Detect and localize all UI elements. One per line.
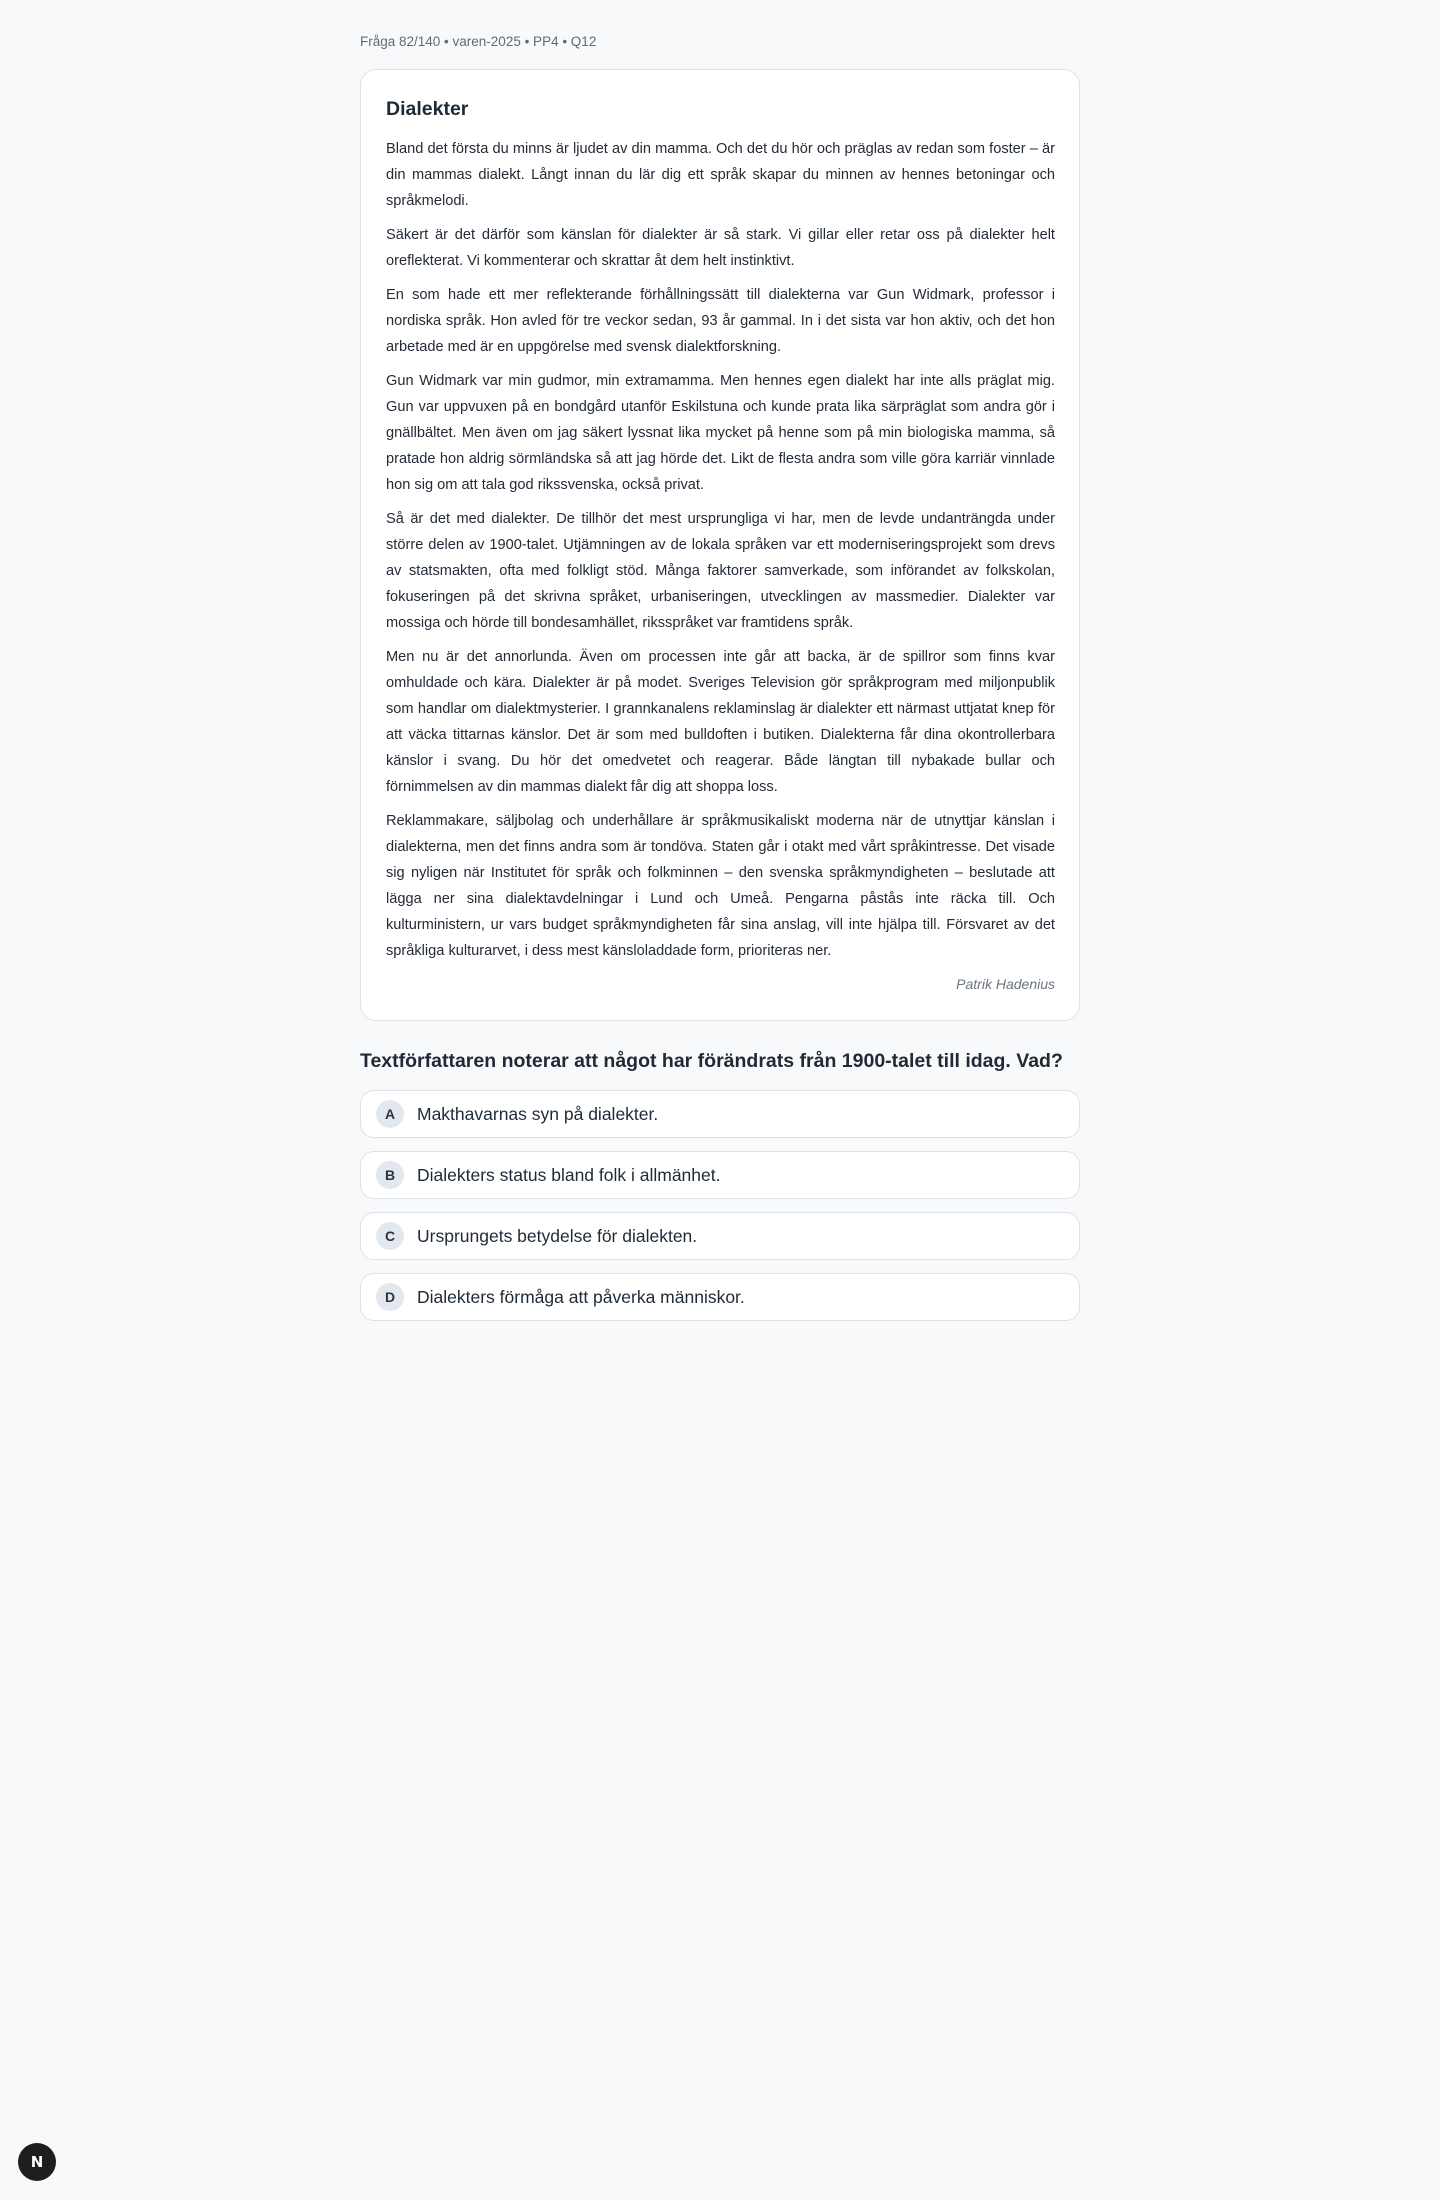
passage-paragraph: Men nu är det annorlunda. Även om processen inte går att backa, är de spillror som finns kvar omhuldade och kära. Dialekter är på modet. Sveriges Television gör språkprogram med miljonpublik som handlar om dialektmysterier. I grannkanalens reklaminslag är dialekter ett närmast uttjatat knep för att väcka tittarnas känslor. Det är som med bulldoften i butiken. Dialekterna får dina okontrollerbara känslor i svang. Du hör det omedvetet och reagerar. Både längtan till nybakade bullar och förnimmelsen av din mammas dialekt får dig att shoppa loss. — [386, 649, 1055, 795]
passage-card — [360, 69, 1080, 1021]
option-letter-badge: A — [376, 1100, 404, 1128]
main-container — [360, 0, 1080, 1334]
passage-paragraph: Säkert är det därför som känslan för dialekter är så stark. Vi gillar eller retar oss på dialekter helt oreflekterat. Vi kommenterar och skrattar åt dem helt instinktivt. — [386, 227, 1055, 269]
option-label: Makthavarnas syn på dialekter. — [417, 1103, 659, 1124]
question-text: Textförfattaren noterar att något har förändrats från 1900-talet till idag. Vad? — [360, 1050, 1063, 1072]
option-d[interactable] — [360, 1273, 1080, 1321]
passage-author: Patrik Hadenius — [956, 976, 1055, 992]
passage-paragraph: Reklammakare, säljbolag och underhållare är språkmusikaliskt moderna när de utnyttjar känslan i dialekterna, men det finns andra som är tondöva. Staten går i otakt med vårt språkintresse. Det visade sig nyligen när Institutet för språk och folkminnen – den svenska språkmyndigheten – beslutade att lägga ner sina dialektavdelningar i Lund och Umeå. Pengarna påstås inte räcka till. Och kulturministern, ur vars budget språkmyndigheten får sina anslag, vill inte hjälpa till. Försvaret av det språkliga kulturarvet, i dess mest känsloladdade form, prioriteras ner. — [386, 813, 1055, 959]
passage-title: Dialekter — [386, 98, 469, 120]
passage-paragraph: Så är det med dialekter. De tillhör det mest ursprungliga vi har, men de levde undanträngda under större delen av 1900-talet. Utjämningen av de lokala språken var ett moderniseringsprojekt som drevs av statsmakten, ofta med folkligt stöd. Många faktorer samverkade, som införandet av folkskolan, fokuseringen på det skrivna språket, urbaniseringen, utvecklingen av massmedier. Dialekter var mossiga och hörde till bondesamhället, riksspråket var framtidens språk. — [386, 511, 1055, 631]
passage-paragraph: Bland det första du minns är ljudet av din mamma. Och det du hör och präglas av redan som foster – är din mammas dialekt. Långt innan du lär dig ett språk skapar du minnen av hennes betoningar och språkmelodi. — [386, 141, 1055, 209]
option-letter-badge: C — [376, 1222, 404, 1250]
option-c[interactable] — [360, 1212, 1080, 1260]
passage-paragraph: Gun Widmark var min gudmor, min extramamma. Men hennes egen dialekt har inte alls präglat mig. Gun var uppvuxen på en bondgård utanför Eskilstuna och kunde prata lika särpräglat som andra gör i gnällbältet. Men även om jag säkert lyssnat lika mycket på henne som på min biologiska mamma, så pratade hon aldrig sörmländska så att jag hörde det. Likt de flesta andra som ville göra karriär vinnlade hon sig om att tala god rikssvenska, också privat. — [386, 373, 1055, 493]
option-label: Dialekters förmåga att påverka människor. — [417, 1286, 745, 1307]
option-label: Dialekters status bland folk i allmänhet. — [417, 1164, 721, 1185]
option-letter-badge: D — [376, 1283, 404, 1311]
question-meta: Fråga 82/140 • varen-2025 • PP4 • Q12 — [360, 34, 597, 49]
n-logo-icon[interactable] — [18, 2143, 56, 2181]
option-a[interactable] — [360, 1090, 1080, 1138]
n-logo-letter: N — [30, 2153, 44, 2171]
option-b[interactable] — [360, 1151, 1080, 1199]
answer-options — [360, 1090, 1080, 1321]
option-letter-badge: B — [376, 1161, 404, 1189]
passage-paragraph: En som hade ett mer reflekterande förhållningssätt till dialekterna var Gun Widmark, professor i nordiska språk. Hon avled för tre veckor sedan, 93 år gammal. In i det sista var hon aktiv, och det hon arbetade med är en uppgörelse med svensk dialektforskning. — [386, 287, 1055, 355]
option-label: Ursprungets betydelse för dialekten. — [417, 1225, 698, 1246]
